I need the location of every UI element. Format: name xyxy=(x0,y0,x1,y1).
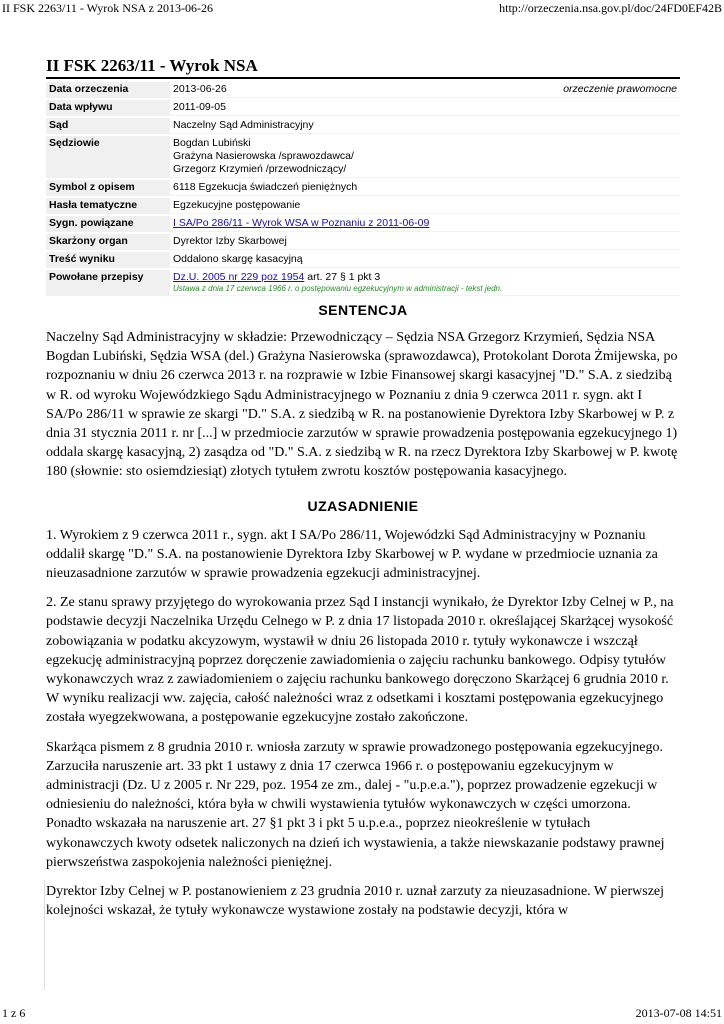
value-sygn-powiazane xyxy=(170,216,680,232)
table-row xyxy=(46,180,680,196)
browser-url[interactable]: http://orzeczenia.nsa.gov.pl/doc/24FD0EF42B xyxy=(499,1,722,15)
data-orzeczenia-text: 2013-06-26 xyxy=(173,83,227,95)
status-badge: orzeczenie prawomocne xyxy=(563,83,677,95)
browser-page-title: II FSK 2263/11 - Wyrok NSA z 2013-06-26 xyxy=(2,1,213,15)
judge-name: Bogdan Lubiński xyxy=(173,137,251,149)
uzasadnienie-paragraph: Dyrektor Izby Celnej w P. postanowieniem z 23 grudnia 2010 r. uznał zarzuty za nieuzasadnione. W pierwszej kolejności wskazał, że tytuły wykonawcze wystawione zostały na podstawie decyzji, która w xyxy=(46,884,665,919)
label-symbol: Symbol z opisem xyxy=(46,180,170,196)
metadata-table xyxy=(46,80,680,298)
value-hasla: Egzekucyjne postępowanie xyxy=(170,198,680,214)
label-sedziowie: Sędziowie xyxy=(46,136,170,178)
table-row xyxy=(46,198,680,214)
table-row xyxy=(46,136,680,178)
value-data-wplywu: 2011-09-05 xyxy=(170,100,680,116)
table-row xyxy=(46,82,680,98)
document-title: II FSK 2263/11 - Wyrok NSA xyxy=(46,56,680,79)
sentencja-paragraph: Naczelny Sąd Administracyjny w składzie: Przewodniczący – Sędzia NSA Grzegorz Krzymień, Sędzia NSA Bogdan Lubiński, Sędzia WSA (del.) Grażyna Nasierowska (sprawozdawca), Protokolant Dorota Żmijewska, po rozpoznaniu w dniu 26 czerwca 2013 r. na rozprawie w Izbie Finansowej skargi kasacyjnej "D." S.A. z siedzibą w R. od wyroku Wojewódzkiego Sądu Administracyjnego w Poznaniu z dnia 9 czerwca 2011 r. sygn. akt I SA/Po 286/11 w sprawie ze skargi "D." S.A. z siedzibą w R. na postanowienie Dyrektora Izby Skarbowej w P. z dnia 31 stycznia 2011 r. nr [...] w przedmiocie zarzutów w sprawie prowadzenia postępowania egzekucyjnego 1) oddala skargę kasacyjną, 2) zasądza od "D." S.A. z siedzibą w R. na rzecz Dyrektora Izby Skarbowej w P. kwotę 180 (słownie: sto osiemdziesiąt) złotych tytułem zwrotu kosztów postępowania kasacyjnego. xyxy=(46,330,678,480)
document-content xyxy=(46,56,680,930)
judge-name: Grzegorz Krzymień /przewodniczący/ xyxy=(173,163,347,175)
page-counter: 1 z 6 xyxy=(2,1006,26,1020)
label-hasla: Hasła tematyczne xyxy=(46,198,170,214)
legal-act-article: art. 27 § 1 pkt 3 xyxy=(304,271,381,283)
value-sad: Naczelny Sąd Administracyjny xyxy=(170,118,680,134)
label-sad: Sąd xyxy=(46,118,170,134)
margin-divider xyxy=(44,880,45,990)
label-data-wplywu: Data wpływu xyxy=(46,100,170,116)
uzasadnienie-paragraph: 1. Wyrokiem z 9 czerwca 2011 r., sygn. akt I SA/Po 286/11, Wojewódzki Sąd Administracyjny w Poznaniu oddalił skargę "D." S.A. na postanowienie Dyrektora Izby Skarbowej w P. wydane w przedmiocie uznania za nieuzasadnione zarzutów w sprawie prowadzenia egzekucji administracyjnej. xyxy=(46,527,658,582)
uzasadnienie-paragraph: Skarżąca pismem z 8 grudnia 2010 r. wniosła zarzuty w sprawie prowadzonego postępowania egzekucyjnego. Zarzuciła naruszenie art. 33 pkt 1 ustawy z dnia 17 czerwca 1966 r. o postępowaniu egzekucyjnym w administracji (Dz. U z 2005 r. Nr 229, poz. 1954 ze zm., dalej - "u.p.e.a."), poprzez prowadzenie egzekucji w odniesieniu do należności, która była w chwili wystawienia tytułów wykonawczych w części umorzona. Ponadto wskazała na naruszenie art. 27 §1 pkt 3 i pkt 5 u.p.e.a., poprzez nieokreślenie w tytułach wykonawczych kwoty odsetek naliczonych na dzień ich wystawienia, a także niewskazanie podstawy prawnej pierwszeństwa zaspokojenia należności pieniężnej. xyxy=(46,739,665,870)
legal-act-link[interactable]: Dz.U. 2005 nr 229 poz 1954 xyxy=(173,271,305,283)
uzasadnienie-paragraph: 2. Ze stanu sprawy przyjętego do wyrokowania przez Sąd I instancji wynikało, że Dyrektor Izby Celnej w P., na podstawie decyzji Naczelnika Urzędu Celnego w P. z dnia 17 listopada 2010 r. określającej Skarżącej wysokość zobowiązania w podatku akcyzowym, wystawił w dniu 26 listopada 2010 r. tytuły wykonawcze i wszczął egzekucję administracyjną poprzez doręczenie zawiadomienia o zajęciu rachunku bankowego. Odpisy tytułów wykonawczych wraz z zawiadomieniem o zajęciu rachunku bankowego doręczono Skarżącej 6 grudnia 2010 r. W wyniku realizacji ww. zajęcia, całość należności wraz z odsetkami i kosztami postępowania egzekucyjnego została wyegzekwowana, a postępowanie egzekucyjne zostało zakończone. xyxy=(46,595,674,726)
legal-act-note: Ustawa z dnia 17 czerwca 1966 r. o postępowaniu egzekucyjnym w administracji - tekst jedn. xyxy=(173,284,503,293)
table-row xyxy=(46,100,680,116)
table-row xyxy=(46,118,680,134)
label-przepisy: Powołane przepisy xyxy=(46,270,170,296)
uzasadnienie-heading: UZASADNIENIE xyxy=(307,497,419,514)
value-przepisy xyxy=(170,270,680,296)
label-data-orzeczenia: Data orzeczenia xyxy=(46,82,170,98)
sentencja-heading: SENTENCJA xyxy=(318,302,408,318)
table-row xyxy=(46,252,680,268)
value-skarzony-organ: Dyrektor Izby Skarbowej xyxy=(170,234,680,250)
label-sygn-powiazane: Sygn. powiązane xyxy=(46,216,170,232)
value-data-orzeczenia xyxy=(170,82,680,98)
judge-name: Grażyna Nasierowska /sprawozdawca/ xyxy=(173,150,354,162)
value-sedziowie xyxy=(170,136,680,178)
value-tresc-wyniku: Oddalono skargę kasacyjną xyxy=(170,252,680,268)
label-tresc-wyniku: Treść wyniku xyxy=(46,252,170,268)
label-skarzony-organ: Skarżony organ xyxy=(46,234,170,250)
related-ruling-link[interactable]: I SA/Po 286/11 - Wyrok WSA w Poznaniu z 2011-06-09 xyxy=(173,217,430,229)
table-row xyxy=(46,234,680,250)
print-datetime: 2013-07-08 14:51 xyxy=(635,1006,722,1020)
table-row xyxy=(46,216,680,232)
value-symbol: 6118 Egzekucja świadczeń pieniężnych xyxy=(170,180,680,196)
table-row xyxy=(46,270,680,296)
